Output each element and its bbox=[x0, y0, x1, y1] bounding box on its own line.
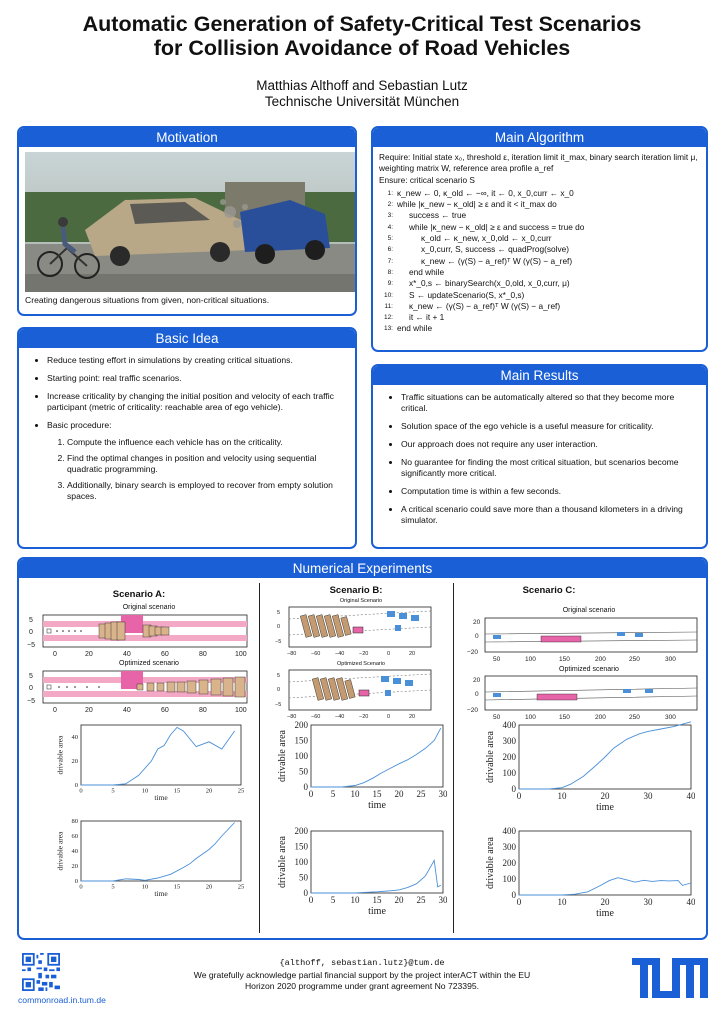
basic-idea-panel bbox=[17, 327, 357, 549]
y-tick-label: 0 bbox=[74, 782, 78, 790]
algorithm-line bbox=[379, 290, 700, 301]
x-tick-label: 10 bbox=[557, 791, 567, 801]
svg-text:5: 5 bbox=[29, 673, 33, 680]
y-tick-label: 150 bbox=[294, 841, 308, 852]
scenario-a-original-title: Original scenario bbox=[122, 604, 176, 611]
y-axis-label: drivable area bbox=[277, 836, 288, 888]
svg-text:150: 150 bbox=[559, 714, 570, 721]
x-axis-label: time bbox=[596, 908, 614, 917]
svg-text:20: 20 bbox=[85, 707, 93, 714]
svg-text:−20: −20 bbox=[359, 714, 369, 720]
scenario-b-original-plot bbox=[275, 605, 435, 661]
scenario-c-original-plot bbox=[467, 616, 703, 664]
x-tick-label: 25 bbox=[416, 789, 426, 799]
svg-text:0: 0 bbox=[277, 624, 281, 630]
svg-text:150: 150 bbox=[559, 656, 570, 663]
x-tick-label: 10 bbox=[350, 789, 360, 799]
svg-text:5: 5 bbox=[277, 673, 281, 679]
x-tick-label: 0 bbox=[516, 791, 522, 801]
algorithm-ensure: Ensure: critical scenario S bbox=[379, 174, 475, 185]
x-tick-label: 10 bbox=[141, 883, 149, 891]
y-tick-label: 200 bbox=[502, 858, 516, 868]
algorithm-line bbox=[379, 323, 700, 334]
svg-text:0: 0 bbox=[475, 633, 479, 640]
scenario-b-optimized-plot bbox=[275, 668, 435, 724]
column-divider bbox=[259, 583, 260, 933]
svg-text:20: 20 bbox=[85, 651, 93, 658]
plot-frame bbox=[311, 831, 443, 893]
svg-text:20: 20 bbox=[473, 677, 481, 684]
algorithm-line-number: 2: bbox=[387, 201, 393, 209]
svg-text:200: 200 bbox=[595, 656, 606, 663]
algorithm-line-text: while |κ_new − κ_old| ≥ ε and success = true do bbox=[409, 221, 585, 232]
algorithm-line bbox=[379, 278, 700, 289]
svg-text:−20: −20 bbox=[359, 651, 369, 657]
algorithm-line-text: κ_new ← (γ(S) − a_ref)ᵀ W (γ(S) − a_ref) bbox=[421, 255, 573, 266]
algorithm-listing bbox=[373, 147, 706, 335]
algorithm-line bbox=[379, 188, 700, 199]
list-item: • Reduce testing effort in simulations by creating critical situations. bbox=[47, 355, 347, 366]
poster-title: Automatic Generation of Safety-Critical Test Scenarios for Collision Avoidance of Road Vehicles bbox=[82, 12, 642, 60]
crash-photo bbox=[25, 152, 355, 292]
y-tick-label: 0 bbox=[303, 888, 308, 898]
list-item: • No guarantee for finding the most critical situation, but scenarios become significantly more critical. bbox=[401, 457, 698, 479]
y-tick-label: 60 bbox=[71, 833, 78, 841]
y-tick-label: 400 bbox=[502, 827, 516, 836]
plot-frame bbox=[81, 725, 241, 785]
svg-text:200: 200 bbox=[595, 714, 606, 721]
y-tick-label: 40 bbox=[71, 734, 78, 742]
x-tick-label: 5 bbox=[111, 787, 115, 795]
scenario-b-title: Scenario B: bbox=[329, 585, 383, 596]
x-tick-label: 20 bbox=[394, 789, 404, 799]
svg-text:80: 80 bbox=[199, 651, 207, 658]
y-tick-label: 0 bbox=[511, 890, 516, 900]
list-item: 2. Find the optimal changes in position and velocity using sequential quadratic programming. bbox=[67, 453, 347, 475]
main-results-list bbox=[373, 392, 706, 526]
algorithm-line bbox=[379, 267, 700, 278]
algorithm-line-number: 1: bbox=[387, 189, 393, 197]
y-tick-label: 300 bbox=[502, 842, 516, 852]
algorithm-line bbox=[379, 199, 700, 210]
svg-text:0: 0 bbox=[53, 651, 57, 658]
x-axis-label: time bbox=[154, 793, 168, 801]
tum-logo bbox=[632, 958, 708, 998]
svg-text:40: 40 bbox=[123, 651, 131, 658]
y-tick-label: 150 bbox=[294, 735, 308, 746]
y-tick-label: 200 bbox=[294, 827, 308, 836]
y-tick-label: 100 bbox=[502, 768, 516, 778]
svg-text:60: 60 bbox=[161, 651, 169, 658]
svg-text:100: 100 bbox=[235, 651, 247, 658]
svg-text:80: 80 bbox=[199, 707, 207, 714]
y-tick-label: 0 bbox=[74, 878, 78, 886]
svg-text:250: 250 bbox=[629, 656, 640, 663]
svg-text:−5: −5 bbox=[27, 642, 35, 649]
algorithm-line-number: 12: bbox=[383, 314, 393, 322]
basic-idea-list bbox=[19, 355, 355, 431]
main-algorithm-heading: Main Algorithm bbox=[373, 128, 706, 147]
list-item: • Basic procedure: bbox=[47, 420, 347, 431]
x-axis-label: time bbox=[154, 889, 168, 897]
algorithm-line-number: 6: bbox=[387, 246, 393, 254]
x-tick-label: 20 bbox=[600, 791, 610, 801]
x-tick-label: 15 bbox=[372, 895, 382, 905]
svg-text:−40: −40 bbox=[335, 714, 345, 720]
scenario-c-original-drivable-area-chart bbox=[483, 721, 695, 811]
svg-text:0: 0 bbox=[387, 714, 391, 720]
svg-text:−20: −20 bbox=[467, 707, 479, 714]
footer-acknowledgement: {althoff, sebastian.lutz}@tum.de We gratefully acknowledge partial financial support by the project interACT within the EU Horizon 2020 programme under grant agreement No 723395. bbox=[150, 958, 574, 993]
x-tick-label: 40 bbox=[686, 791, 695, 801]
main-results-heading: Main Results bbox=[373, 366, 706, 385]
algorithm-line bbox=[379, 222, 700, 233]
scenario-a-optimized-drivable-area-chart bbox=[55, 817, 245, 897]
y-tick-label: 50 bbox=[299, 872, 308, 883]
svg-text:−5: −5 bbox=[275, 702, 282, 708]
algorithm-line-text: x*_0,s ← binarySearch(x_0,old, x_0,curr, μ) bbox=[409, 278, 570, 289]
y-tick-label: 400 bbox=[502, 721, 516, 730]
svg-text:−80: −80 bbox=[287, 651, 297, 657]
scenario-a-title: Scenario A: bbox=[112, 589, 166, 600]
basic-idea-heading: Basic Idea bbox=[19, 329, 355, 348]
svg-text:0: 0 bbox=[277, 687, 281, 693]
scenario-c-optimized-drivable-area-chart bbox=[483, 827, 695, 917]
y-tick-label: 200 bbox=[294, 721, 308, 730]
motivation-heading: Motivation bbox=[19, 128, 355, 147]
svg-text:100: 100 bbox=[235, 707, 247, 714]
algorithm-line-text: end while bbox=[409, 266, 445, 277]
x-tick-label: 20 bbox=[205, 787, 213, 795]
y-axis-label: drivable area bbox=[277, 730, 288, 782]
x-tick-label: 0 bbox=[79, 883, 83, 891]
algorithm-line-number: 8: bbox=[387, 268, 393, 276]
list-item: • Our approach does not require any user interaction. bbox=[401, 439, 698, 450]
y-tick-label: 100 bbox=[294, 751, 308, 761]
svg-text:60: 60 bbox=[161, 707, 169, 714]
scenario-c-optimized-title: Optimized scenario bbox=[559, 666, 619, 673]
x-tick-label: 0 bbox=[308, 789, 314, 799]
algorithm-line-number: 7: bbox=[387, 257, 393, 265]
svg-text:250: 250 bbox=[629, 714, 640, 721]
scenario-c-title: Scenario C: bbox=[522, 585, 576, 596]
svg-text:300: 300 bbox=[665, 656, 676, 663]
x-tick-label: 0 bbox=[79, 787, 83, 795]
numerical-experiments-panel bbox=[17, 557, 708, 940]
svg-text:0: 0 bbox=[53, 707, 57, 714]
algorithm-line bbox=[379, 301, 700, 312]
svg-text:5: 5 bbox=[29, 617, 33, 624]
x-tick-label: 5 bbox=[330, 789, 336, 799]
x-tick-label: 30 bbox=[643, 791, 653, 801]
x-tick-label: 10 bbox=[141, 787, 149, 795]
plot-frame bbox=[519, 831, 691, 895]
algorithm-line bbox=[379, 256, 700, 267]
x-axis-label: time bbox=[368, 800, 386, 809]
list-item: • Traffic situations can be automatically altered so that they become more critical. bbox=[401, 392, 698, 414]
y-axis-label: drivable area bbox=[55, 831, 65, 871]
list-item: • Increase criticality by changing the initial position and velocity of each traffic participant (metric of criticality: reachable area of ego vehicle). bbox=[47, 391, 347, 413]
algorithm-line-text: κ_new ← 0, κ_old ← −∞, it ← 0, x_0,curr ← x_0 bbox=[397, 187, 574, 198]
svg-text:300: 300 bbox=[665, 714, 676, 721]
x-tick-label: 15 bbox=[173, 787, 181, 795]
algorithm-line-number: 9: bbox=[387, 280, 393, 288]
scenario-b-optimized-drivable-area-chart bbox=[275, 827, 447, 915]
main-results-panel bbox=[371, 364, 708, 549]
algorithm-line-text: κ_old ← κ_new, x_0,old ← x_0,curr bbox=[421, 233, 552, 244]
algorithm-line-text: end while bbox=[397, 323, 433, 334]
y-tick-label: 300 bbox=[502, 736, 516, 746]
scenario-b-original-title: Original Scenario bbox=[339, 598, 383, 604]
x-tick-label: 15 bbox=[173, 883, 181, 891]
scenario-c-original-title: Original scenario bbox=[562, 607, 616, 614]
algorithm-line-number: 13: bbox=[383, 325, 393, 333]
algorithm-require: Require: Initial state x₀, threshold ε, iteration limit it_max, binary search iteration limit μ, weighting matrix W, reference area profile a_ref bbox=[379, 152, 698, 174]
algorithm-line-text: while |κ_new − κ_old| ≥ ε and it < it_max do bbox=[397, 199, 557, 210]
scenario-a-original-plot bbox=[27, 613, 252, 659]
svg-text:20: 20 bbox=[473, 619, 481, 626]
scenario-a-original-drivable-area-chart bbox=[55, 721, 245, 801]
algorithm-line bbox=[379, 312, 700, 323]
x-tick-label: 0 bbox=[516, 897, 522, 907]
svg-text:−20: −20 bbox=[467, 649, 479, 656]
algorithm-line-text: S ← updateScenario(S, x*_0,s) bbox=[409, 289, 525, 300]
y-axis-label: drivable area bbox=[485, 837, 496, 889]
qr-code-icon bbox=[22, 953, 60, 991]
algorithm-line bbox=[379, 210, 700, 221]
scenario-c-optimized-plot bbox=[467, 674, 703, 722]
x-tick-label: 25 bbox=[416, 895, 426, 905]
svg-text:−5: −5 bbox=[27, 698, 35, 705]
svg-text:−60: −60 bbox=[311, 651, 321, 657]
algorithm-line-text: success ← true bbox=[409, 210, 467, 221]
numerical-experiments-heading: Numerical Experiments bbox=[19, 559, 706, 578]
svg-text:−5: −5 bbox=[275, 639, 282, 645]
main-algorithm-panel bbox=[371, 126, 708, 352]
y-tick-label: 100 bbox=[502, 874, 516, 884]
x-tick-label: 25 bbox=[237, 787, 245, 795]
x-tick-label: 30 bbox=[643, 897, 653, 907]
algorithm-line bbox=[379, 244, 700, 255]
svg-text:0: 0 bbox=[387, 651, 391, 657]
y-tick-label: 200 bbox=[502, 752, 516, 762]
list-item: 3. Additionally, binary search is employed to recover from empty solution spaces. bbox=[67, 480, 347, 502]
y-tick-label: 20 bbox=[71, 863, 78, 871]
svg-text:0: 0 bbox=[29, 685, 33, 692]
x-tick-label: 25 bbox=[237, 883, 245, 891]
contact-email[interactable]: {althoff, sebastian.lutz}@tum.de bbox=[279, 958, 445, 968]
algorithm-line-number: 5: bbox=[387, 235, 393, 243]
x-tick-label: 20 bbox=[600, 897, 610, 907]
plot-frame bbox=[311, 725, 443, 787]
svg-text:40: 40 bbox=[123, 707, 131, 714]
x-tick-label: 5 bbox=[111, 883, 115, 891]
x-tick-label: 0 bbox=[308, 895, 314, 905]
svg-text:5: 5 bbox=[277, 610, 281, 616]
list-item: • Computation time is within a few seconds. bbox=[401, 486, 698, 497]
basic-procedure-steps bbox=[19, 437, 355, 502]
algorithm-line-text: κ_new ← (γ(S) − a_ref)ᵀ W (γ(S) − a_ref) bbox=[409, 300, 561, 311]
list-item: • Solution space of the ego vehicle is a useful measure for criticality. bbox=[401, 421, 698, 432]
scenario-b-original-drivable-area-chart bbox=[275, 721, 447, 809]
x-tick-label: 40 bbox=[686, 897, 695, 907]
y-tick-label: 80 bbox=[71, 818, 78, 826]
algorithm-line-number: 3: bbox=[387, 212, 393, 220]
motivation-panel bbox=[17, 126, 357, 316]
scenario-b-optimized-title: Optimized Scenario bbox=[337, 661, 385, 667]
y-tick-label: 40 bbox=[71, 848, 78, 856]
x-tick-label: 30 bbox=[438, 789, 447, 799]
svg-text:0: 0 bbox=[475, 691, 479, 698]
column-divider bbox=[453, 583, 454, 933]
y-tick-label: 20 bbox=[71, 758, 78, 766]
x-tick-label: 15 bbox=[372, 789, 382, 799]
algorithm-line-number: 4: bbox=[387, 223, 393, 231]
svg-text:−80: −80 bbox=[287, 714, 297, 720]
x-tick-label: 10 bbox=[350, 895, 360, 905]
y-tick-label: 50 bbox=[299, 766, 308, 777]
x-tick-label: 10 bbox=[557, 897, 567, 907]
svg-text:−40: −40 bbox=[335, 651, 345, 657]
x-axis-label: time bbox=[596, 802, 614, 811]
svg-text:50: 50 bbox=[493, 656, 501, 663]
algorithm-line-text: x_0,curr, S, success ← quadProg(solve) bbox=[421, 244, 570, 255]
commonroad-link[interactable]: commonroad.in.tum.de bbox=[18, 995, 106, 1005]
svg-text:100: 100 bbox=[525, 656, 536, 663]
svg-text:20: 20 bbox=[409, 651, 416, 657]
motivation-caption: Creating dangerous situations from given, non-critical situations. bbox=[25, 295, 270, 305]
y-axis-label: drivable area bbox=[485, 731, 496, 783]
y-tick-label: 0 bbox=[303, 782, 308, 792]
algorithm-line-number: 11: bbox=[384, 302, 393, 310]
y-axis-label: drivable area bbox=[55, 735, 65, 775]
algorithm-line-text: it ← it + 1 bbox=[409, 312, 445, 323]
scenario-a-optimized-title: Optimized scenario bbox=[119, 660, 179, 667]
svg-text:−60: −60 bbox=[311, 714, 321, 720]
y-tick-label: 100 bbox=[294, 857, 308, 867]
x-tick-label: 30 bbox=[438, 895, 447, 905]
x-axis-label: time bbox=[368, 906, 386, 915]
y-tick-label: 0 bbox=[511, 784, 516, 794]
svg-text:0: 0 bbox=[29, 629, 33, 636]
author-block: Matthias Althoff and Sebastian Lutz Technische Universität München bbox=[256, 78, 468, 109]
algorithm-line bbox=[379, 233, 700, 244]
list-item: • Starting point: real traffic scenarios. bbox=[47, 373, 347, 384]
x-tick-label: 20 bbox=[205, 883, 213, 891]
list-item: 1. Compute the influence each vehicle has on the criticality. bbox=[67, 437, 347, 448]
algorithm-line-number: 10: bbox=[383, 291, 393, 299]
scenario-a-optimized-plot bbox=[27, 669, 252, 715]
plot-frame bbox=[81, 821, 241, 881]
algorithm-lines bbox=[379, 188, 700, 335]
svg-text:20: 20 bbox=[409, 714, 416, 720]
x-tick-label: 5 bbox=[330, 895, 336, 905]
list-item: • A critical scenario could save more than a thousand kilometers in a driving simulator. bbox=[401, 504, 698, 526]
svg-text:100: 100 bbox=[525, 714, 536, 721]
x-tick-label: 20 bbox=[394, 895, 404, 905]
svg-text:50: 50 bbox=[493, 714, 501, 721]
